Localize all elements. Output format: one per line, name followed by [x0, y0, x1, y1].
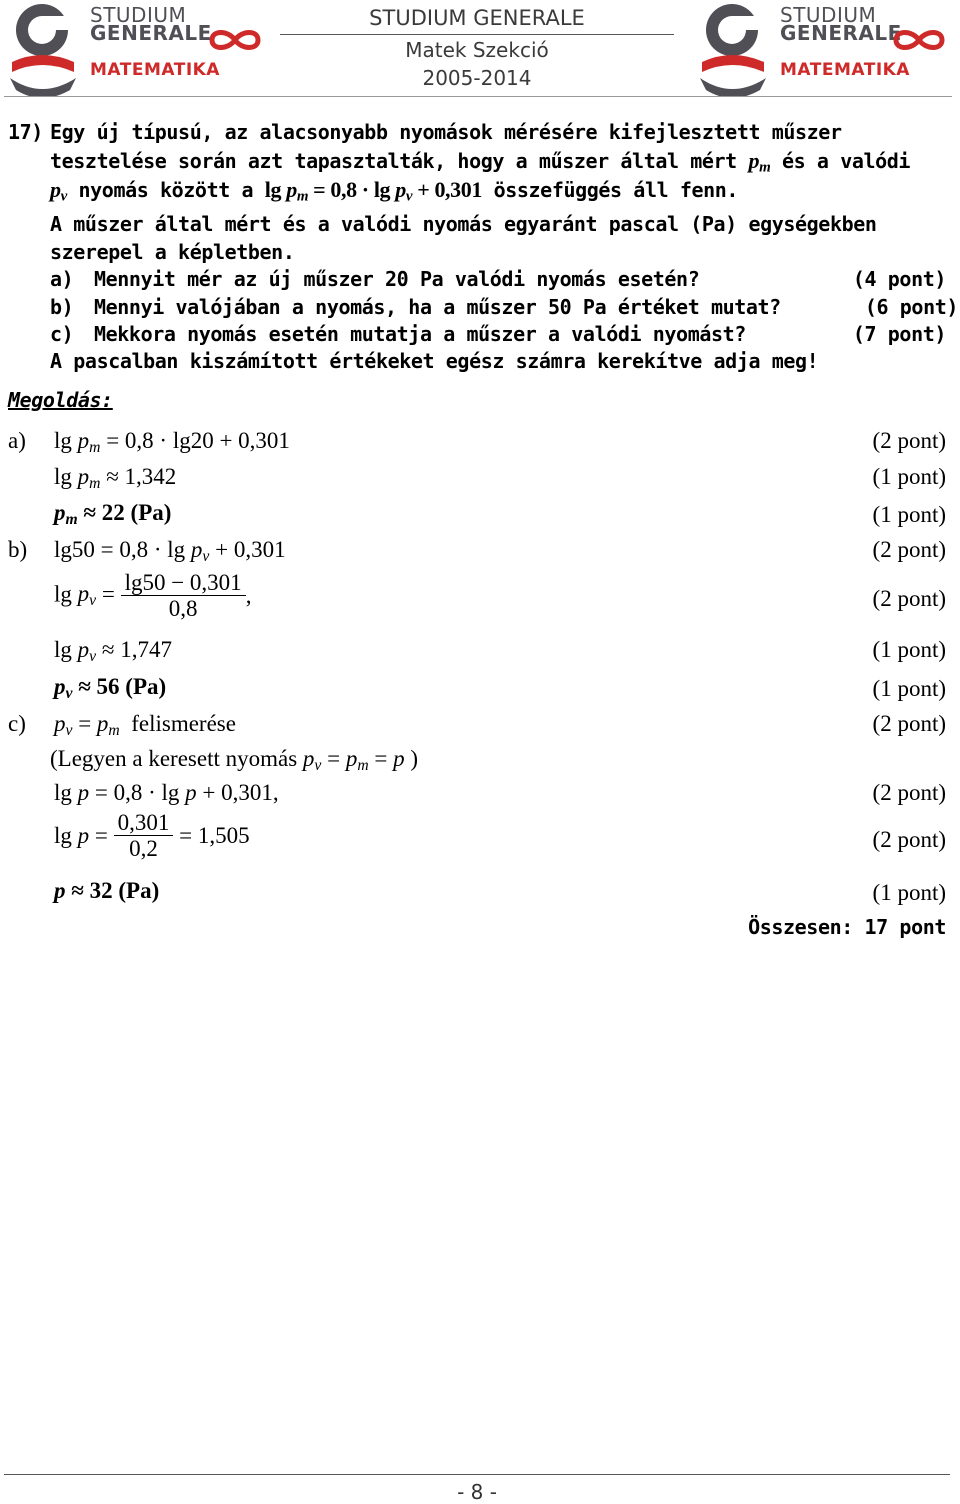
logo-line1: STUDIUM — [90, 3, 187, 27]
question-c-text: Mekkora nyomás esetén mutatja a műszer a valódi nyomást? — [94, 322, 746, 346]
c3-points: (2 pont) — [872, 780, 946, 805]
infinity-icon — [206, 28, 264, 52]
b2-formula: $\lg p_v$ = $\frac{\lg 50 - 0,301}{0,8}$ , — [54, 570, 252, 622]
problem-final-note: A pascalban kiszámított értékeket egész számra kerekítve adja meg! — [50, 349, 819, 373]
logo-right — [694, 0, 954, 96]
question-b-text: Mennyi valójában a nyomás, ha a műszer 50 Pa értéket mutat? — [94, 295, 781, 319]
c3-formula: lg p = 0,8 · lg p + 0,301, — [54, 780, 279, 805]
problem-line1: Egy új típusú, az alacsonyabb nyomások mérésére kifejlesztett műszer — [50, 120, 842, 144]
problem-formula: $\lg p_m = 0,8 \cdot \lg p_v + 0,301$ — [264, 177, 482, 205]
c1-points: (2 pont) — [872, 711, 946, 736]
c1-formula: $p_v = p_m$ felismerése — [54, 711, 236, 739]
header-divider — [280, 34, 674, 35]
problem-line4: A műszer által mért és a valódi nyomás egyaránt pascal (Pa) egységekben — [50, 212, 877, 236]
question-a-text: Mennyit mér az új műszer 20 Pa valódi nyomás esetén? — [94, 267, 700, 291]
c2-note: (Legyen a keresett nyomás $p_v = p_m = p$ ) — [50, 746, 419, 774]
logo-line1: STUDIUM — [780, 3, 877, 27]
logo-left — [4, 0, 264, 96]
a2-formula: $\lg p_m \approx 1,342$ — [54, 464, 177, 492]
question-c-points: (7 pont) — [852, 322, 946, 346]
b4-points: (1 pont) — [872, 676, 946, 701]
pm-symbol: $p_m$ — [748, 148, 771, 176]
header-years: 2005-2014 — [422, 66, 532, 90]
page-number: - 8 - — [457, 1480, 497, 1504]
b1-formula: $\lg 50 = 0,8 \cdot \lg p_v + 0,301$ — [54, 537, 286, 565]
total-points: Összesen: 17 pont — [748, 915, 946, 939]
b3-formula: $\lg p_v \approx 1,747$ — [54, 637, 172, 665]
header-rule — [4, 96, 952, 97]
b4-result: $p_v \approx 56$ (Pa) — [54, 674, 167, 702]
infinity-icon — [890, 28, 948, 52]
problem-line5: szerepel a képletben. — [50, 240, 295, 264]
problem-line2: tesztelése során azt tapasztalták, hogy a műszer által mért $p_m$ és a valódi — [50, 148, 911, 176]
question-a-points: (4 pont) — [852, 267, 946, 291]
question-a-label: a) — [50, 267, 74, 291]
b1-points: (2 pont) — [872, 537, 946, 562]
problem-line3: $p_v$ nyomás között a $\lg p_m = 0,8 \cdot \lg p_v + 0,301$ összefüggés áll fenn. — [50, 177, 739, 205]
b2-points: (2 pont) — [872, 586, 946, 611]
part-a-label: a) — [8, 428, 26, 453]
b2-fraction: $\frac{\lg 50 - 0,301}{0,8}$ — [121, 570, 246, 622]
question-b-label: b) — [50, 295, 74, 319]
header-title: STUDIUM GENERALE — [369, 6, 585, 30]
c4-fraction: $\frac{0,301}{0,2}$ — [114, 810, 174, 862]
c5-points: (1 pont) — [872, 880, 946, 905]
logo-line3: MATEMATIKA — [90, 60, 220, 80]
c5-result: p ≈ 32 (Pa) — [54, 878, 160, 903]
logo-line3: MATEMATIKA — [780, 60, 910, 80]
logo-mark-icon — [694, 0, 772, 96]
a2-points: (1 pont) — [872, 464, 946, 489]
logo-mark-icon — [4, 0, 82, 96]
question-c-label: c) — [50, 322, 74, 346]
b3-points: (1 pont) — [872, 637, 946, 662]
part-b-label: b) — [8, 537, 28, 562]
c4-points: (2 pont) — [872, 827, 946, 852]
a3-points: (1 pont) — [872, 502, 946, 527]
header-subtitle: Matek Szekció — [405, 38, 549, 62]
a3-result: $p_m \approx 22$ (Pa) — [54, 500, 172, 528]
footer-rule — [4, 1474, 950, 1475]
solution-heading: Megoldás: — [8, 388, 113, 412]
logo-line2: GENERALE — [780, 21, 902, 45]
logo-line2: GENERALE — [90, 21, 212, 45]
part-c-label: c) — [8, 711, 26, 736]
problem-number: 17) — [8, 120, 43, 144]
pv-symbol: $p_v$ — [50, 177, 67, 205]
a1-points: (2 pont) — [872, 428, 946, 453]
question-b-points: (6 pont) — [864, 295, 958, 319]
c4-formula: lg p = $\frac{0,301}{0,2}$ = 1,505 — [54, 810, 250, 862]
a1-formula: $\lg p_m = 0,8 \cdot \lg 20 + 0,301$ — [54, 428, 290, 456]
